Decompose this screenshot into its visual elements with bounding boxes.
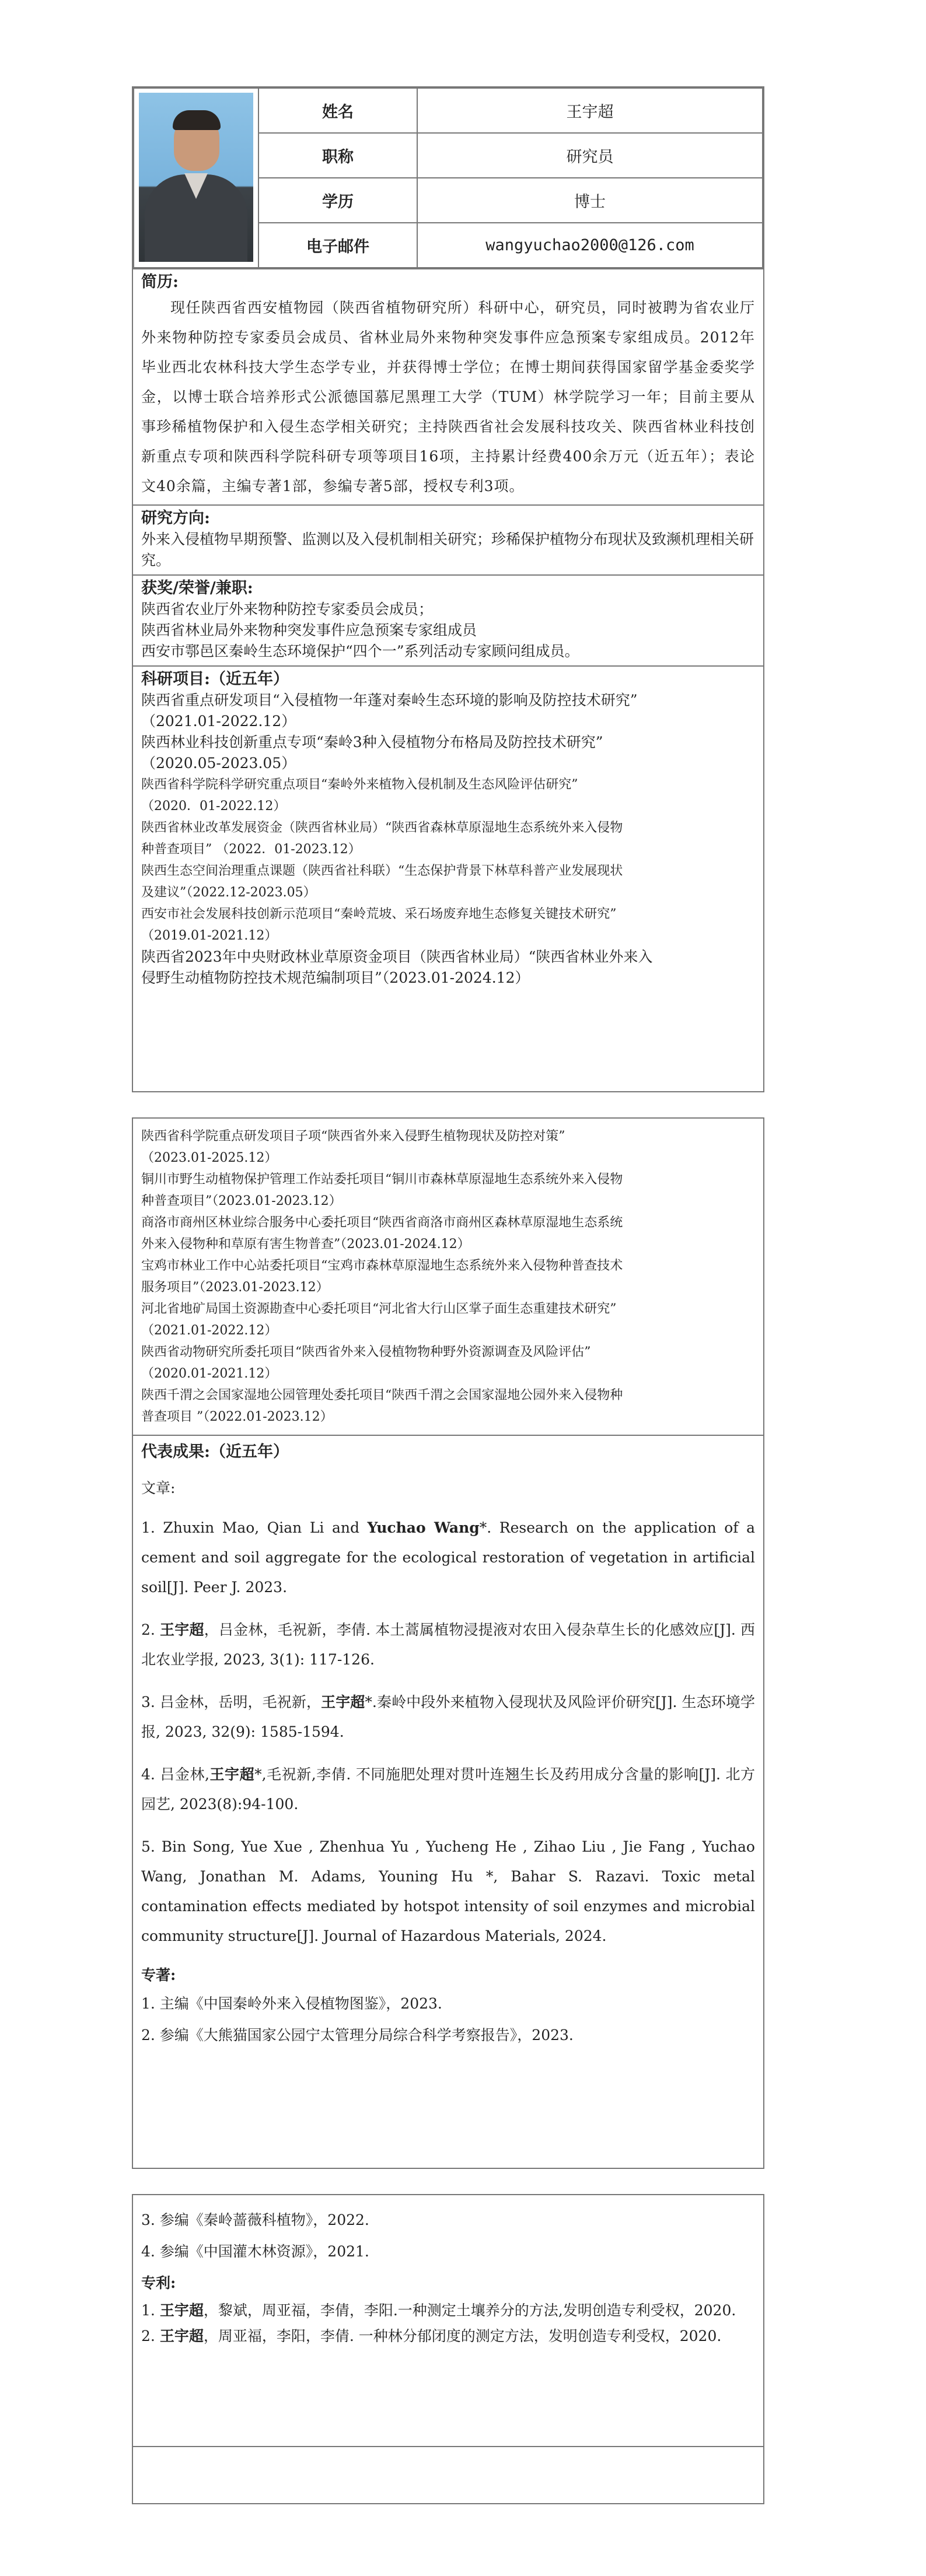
project-line: 种普查项目” （2022．01-2023.12） <box>141 842 361 857</box>
photo-cell <box>134 88 258 268</box>
project-line: 宝鸡市林业工作中心站委托项目“宝鸡市森林草原湿地生态系统外来入侵物种普查技术 <box>141 1259 623 1273</box>
project-line: 外来入侵物种和草原有害生物普查”（2023.01-2024.12） <box>141 1237 470 1252</box>
book-item: 4. 参编《中国灌木林资源》，2021. <box>141 2243 369 2260</box>
patents-label: 专利: <box>141 2274 176 2291</box>
name-value: 王宇超 <box>417 88 763 133</box>
project-line: 及建议”（2022.12-2023.05） <box>141 885 316 900</box>
education-label: 学历 <box>258 178 417 223</box>
project-line: 陕西生态空间治理重点课题（陕西省社科联）“生态保护背景下林草科普产业发展现状 <box>141 864 623 878</box>
books-label: 专著: <box>141 1967 176 1983</box>
projects-title: 科研项目:（近五年） <box>141 670 289 688</box>
projects-continued <box>133 1119 763 1435</box>
project-line: 铜川市野生动植物保护管理工作站委托项目“铜川市森林草原湿地生态系统外来入侵物 <box>141 1172 623 1187</box>
awards-title: 获奖/荣誉/兼职: <box>141 579 253 597</box>
project-line: （2020.05-2023.05） <box>141 755 296 772</box>
education-value: 博士 <box>417 178 763 223</box>
research-section <box>133 504 763 574</box>
project-line: （2020．01-2022.12） <box>141 799 286 814</box>
achievements-title: 代表成果:（近五年） <box>141 1443 289 1461</box>
project-line: 陕西林业科技创新重点专项“秦岭3种入侵植物分布格局及防控技术研究” <box>141 734 603 751</box>
project-line: 陕西千渭之会国家湿地公园管理处委托项目“陕西千渭之会国家湿地公园外来入侵物种 <box>141 1388 623 1403</box>
project-line: 陕西省动物研究所委托项目“陕西省外来入侵植物物种野外资源调查及风险评估” <box>141 1345 591 1359</box>
profile-sheet-2 <box>132 1117 764 2169</box>
email-label: 电子邮件 <box>258 223 417 268</box>
article-item: 3. 吕金林，岳明，毛祝新，王宇超*.秦岭中段外来植物入侵现状及风险评价研究[J]. 生态环境学报, 2023, 32(9): 1585-1594. <box>141 1694 755 1740</box>
project-line: （2020.01-2021.12） <box>141 1366 278 1381</box>
project-line: 陕西省林业改革发展资金（陕西省林业局）“陕西省森林草原湿地生态系统外来入侵物 <box>141 821 623 835</box>
name-label: 姓名 <box>258 88 417 133</box>
book-item: 2. 参编《大熊猫国家公园宁太管理分局综合科学考察报告》，2023. <box>141 2027 574 2044</box>
project-line: 陕西省科学院科学研究重点项目“秦岭外来植物入侵机制及生态风险评估研究” <box>141 777 578 792</box>
bio-text: 现任陕西省西安植物园（陕西省植物研究所）科研中心，研究员，同时被聘为省农业厅外来物种防控专家委员会成员、省林业局外来物种突发事件应急预案专家组成员。2012年毕业西北农林科技大学生态学专业，并获得博士学位；在博士期间获得国家留学基金委奖学金，以博士联合培养形式公派德国慕尼黑理工大学（TUM）林学院学习一年；目前主要从事珍稀植物保护和入侵生态学相关研究；主持陕西省社会发展科技攻关、陕西省林业科技创新重点专项和陕西科学院科研专项等项目16项，主持累计经费400余万元（近五年）；表论文40余篇，主编专著1部，参编专著5部，授权专利3项。 <box>141 299 755 495</box>
project-line: 服务项目”（2023.01-2023.12） <box>141 1280 329 1295</box>
title-label: 职称 <box>258 133 417 178</box>
project-line: （2021.01-2022.12） <box>141 713 296 730</box>
article-item: 2. 王宇超，吕金林，毛祝新，李倩. 本土蒿属植物浸提液对农田入侵杂草生长的化感效应[J]. 西北农业学报, 2023, 3(1): 117-126. <box>141 1621 755 1668</box>
project-line: （2023.01-2025.12） <box>141 1151 278 1165</box>
book-item: 1. 主编《中国秦岭外来入侵植物图鉴》，2023. <box>141 1995 442 2012</box>
email-value: wangyuchao2000@126.com <box>417 223 763 268</box>
patent-item: 2. 王宇超，周亚福，李阳，李倩. 一种林分郁闭度的测定方法，发明创造专利受权，2020. <box>141 2328 722 2344</box>
profile-sheet-1 <box>132 86 764 1092</box>
project-line: 陕西省重点研发项目“入侵植物一年蓬对秦岭生态环境的影响及防控技术研究” <box>141 692 638 709</box>
research-text: 外来入侵植物早期预警、监测以及入侵机制相关研究；珍稀保护植物分布现状及致濒机理相关研究。 <box>141 531 754 569</box>
empty-row-divider <box>133 2446 763 2447</box>
project-line: 种普查项目”（2023.01-2023.12） <box>141 1194 342 1208</box>
bio-section <box>133 268 763 504</box>
award-item: 陕西省林业局外来物种突发事件应急预案专家组成员 <box>141 622 477 639</box>
title-value: 研究员 <box>417 133 763 178</box>
patent-item: 1. 王宇超，黎斌，周亚福，李倩，李阳.一种测定土壤养分的方法,发明创造专利受权，2020. <box>141 2302 736 2319</box>
book-item: 3. 参编《秦岭蔷薇科植物》，2022. <box>141 2211 369 2228</box>
articles-label: 文章: <box>141 1480 176 1496</box>
article-item: 4. 吕金林,王宇超*,毛祝新,李倩. 不同施肥处理对贯叶连翘生长及药用成分含量的影响[J]. 北方园艺, 2023(8):94-100. <box>141 1766 755 1813</box>
award-item: 西安市鄠邑区秦岭生态环境保护“四个一”系列活动专家顾问组成员。 <box>141 643 579 660</box>
achievements-section <box>133 1435 763 2055</box>
awards-section <box>133 574 763 665</box>
project-line: 河北省地矿局国土资源勘查中心委托项目“河北省大行山区掌子面生态重建技术研究” <box>141 1302 617 1316</box>
article-item: 5. Bin Song, Yue Xue , Zhenhua Yu , Yucheng He , Zihao Liu , Jie Fang , Yuchao Wang, Jonathan M. Adams, Youning Hu *, Bahar S. Razavi. Toxic metal contamination effects mediated by hotspot intensity of soil enzymes and microbial community structure[J]. Journal of Hazardous Materials, 2024. <box>141 1838 755 1944</box>
research-title: 研究方向: <box>141 509 210 527</box>
portrait-photo <box>139 93 253 262</box>
projects-section <box>133 665 763 992</box>
project-line: 商洛市商州区林业综合服务中心委托项目“陕西省商洛市商州区森林草原湿地生态系统 <box>141 1215 623 1230</box>
project-line: （2019.01-2021.12） <box>141 928 278 943</box>
profile-header-table <box>133 87 763 268</box>
bio-title: 简历: <box>141 273 179 291</box>
project-line: 西安市社会发展科技创新示范项目“秦岭荒坡、采石场废弃地生态修复关键技术研究” <box>141 907 617 921</box>
award-item: 陕西省农业厅外来物种防控专家委员会成员； <box>141 601 434 618</box>
article-item: 1. Zhuxin Mao, Qian Li and Yuchao Wang*. Research on the application of a cement and soil aggregate for the ecological restoration of vegetation in artificial soil[J]. Peer J. 2023. <box>141 1519 756 1596</box>
project-line: 陕西省2023年中央财政林业草原资金项目（陕西省林业局）“陕西省林业外来入 <box>141 948 653 965</box>
project-line: 陕西省科学院重点研发项目子项“陕西省外来入侵野生植物现状及防控对策” <box>141 1129 565 1144</box>
achievements-continued <box>133 2195 763 2446</box>
profile-sheet-3 <box>132 2194 764 2504</box>
project-line: 普查项目 ”（2022.01-2023.12） <box>141 1410 333 1424</box>
project-line: 侵野生动植物防控技术规范编制项目”（2023.01-2024.12） <box>141 969 530 986</box>
project-line: （2021.01-2022.12） <box>141 1323 278 1338</box>
